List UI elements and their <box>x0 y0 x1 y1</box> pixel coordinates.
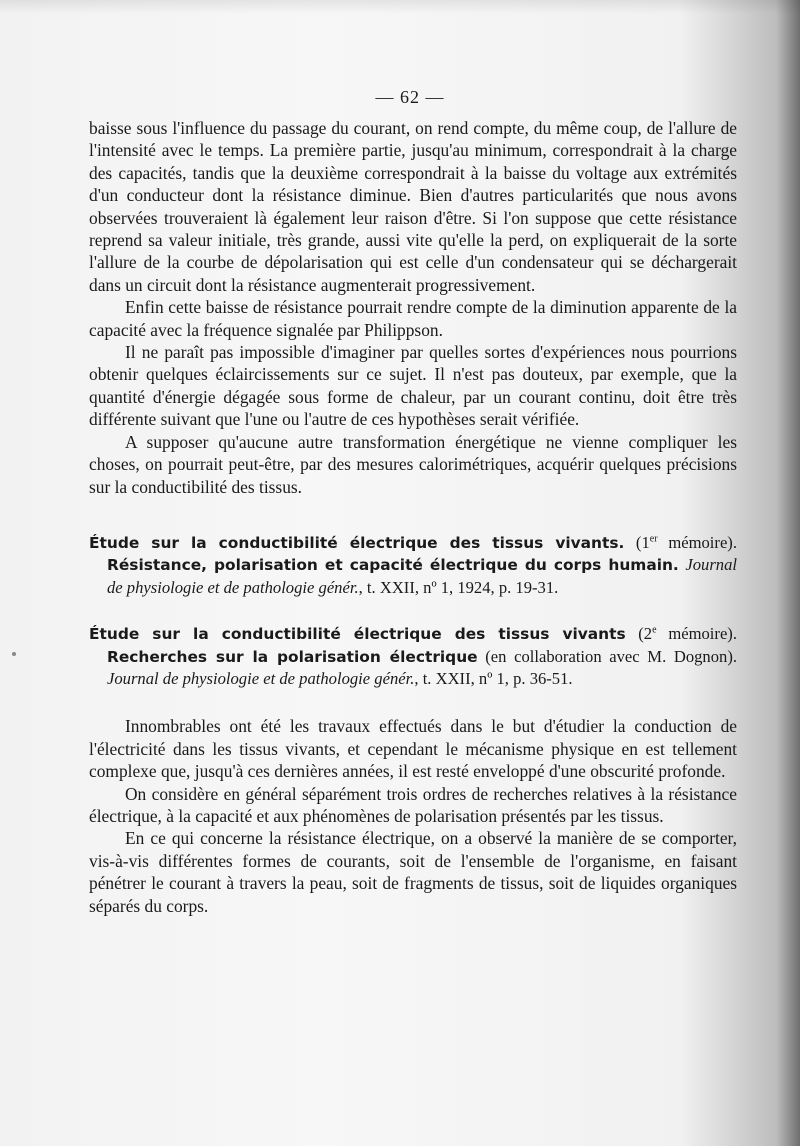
scan-shadow <box>0 0 800 14</box>
publication-1-subtitle: Résistance, polarisation et capacité électrique du corps humain. <box>107 556 679 575</box>
publication-1-journal: Journal de physiologie et de pathologie génér. <box>107 555 737 597</box>
publication-2-memoire: (2e mémoire). <box>638 624 737 644</box>
publication-2-journal: Journal de physiologie et de pathologie génér. <box>107 668 415 688</box>
paragraph-capacity: Enfin cette baisse de résistance pourrait rendre compte de la diminution apparente de la capacité avec la fréquence signalée par Philippson. <box>89 297 737 340</box>
publication-2-collaboration: (en collaboration avec M. Dognon). <box>477 646 737 666</box>
paragraph-experiments: Il ne paraît pas impossible d'imaginer par quelles sortes d'expériences nous pourrions obtenir quelques éclaircissements sur ce sujet. Il n'est pas douteux, par exemple, que la quantité d'énergie dégagée sous forme de chaleur, par un courant continu, doit être très différente suivant que l'une ou l'autre de ces hypothèses serait vérifiée. <box>89 342 737 430</box>
paragraph-research-orders: On considère en général séparément trois ordres de recherches relatives à la résistance électrique, à la capacité et aux phénomènes de polarisation présentés par les tissus. <box>89 783 737 826</box>
paragraph-calorimetry: A supposer qu'aucune autre transformation énergétique ne vienne compliquer les choses, on pourrait peut-être, par des mesures calorimétriques, acquérir quelques précisions sur la conductibilité des tissus. <box>89 431 737 497</box>
paragraph-introduction: Innombrables ont été les travaux effectués dans le but d'étudier la conduction de l'électricité dans les tissus vivants, et cependant le mécanisme physique en est tellement complexe que, jusqu'à ces dernières années, il est resté enveloppé d'une obscurité profonde. <box>89 716 737 782</box>
scan-speck <box>12 652 16 656</box>
publication-2-title: Étude sur la conductibilité électrique des tissus vivants <box>89 625 626 644</box>
page-content <box>89 117 737 917</box>
paragraph-resistance: En ce qui concerne la résistance électrique, on a observé la manière de se comporter, vis-à-vis différentes formes de courants, soit de l'ensemble de l'organisme, en faisant pénétrer le courant à travers la peau, soit de fragments de tissus, soit de liquides organiques séparés du corps. <box>89 828 737 916</box>
paragraph-continuation: baisse sous l'influence du passage du courant, on rend compte, du même coup, de l'allure de l'intensité avec le temps. La première partie, jusqu'au minimum, correspondrait à la charge des capacités, tandis que la deuxième correspondrait à la baisse du voltage aux extrémités d'un conducteur dont la résistance diminue. Bien d'autres particularités que nous avons observées trouveraient là également leur raison d'être. Si l'on suppose que cette résistance reprend sa valeur initiale, très grande, aussi vite qu'elle la perd, on expliquerait de la sorte l'allure de la courbe de dépolarisation qui est celle d'un condensateur qui se déchargerait dans un circuit dont la résistance augmenterait progressivement. <box>89 118 737 295</box>
page-number: — 62 — <box>375 87 445 107</box>
publication-2-reference: , t. XXII, nº 1, p. 36-51. <box>414 668 573 688</box>
publication-entry-1 <box>89 532 737 599</box>
publication-1-memoire: (1er mémoire). <box>635 532 737 552</box>
publication-entry-2 <box>89 623 737 690</box>
publication-1-title: Étude sur la conductibilité électrique des tissus vivants. <box>89 533 625 552</box>
publication-2-subtitle: Recherches sur la polarisation électrique <box>107 647 478 666</box>
publication-1-reference: , t. XXII, nº 1, 1924, p. 19-31. <box>358 577 559 597</box>
